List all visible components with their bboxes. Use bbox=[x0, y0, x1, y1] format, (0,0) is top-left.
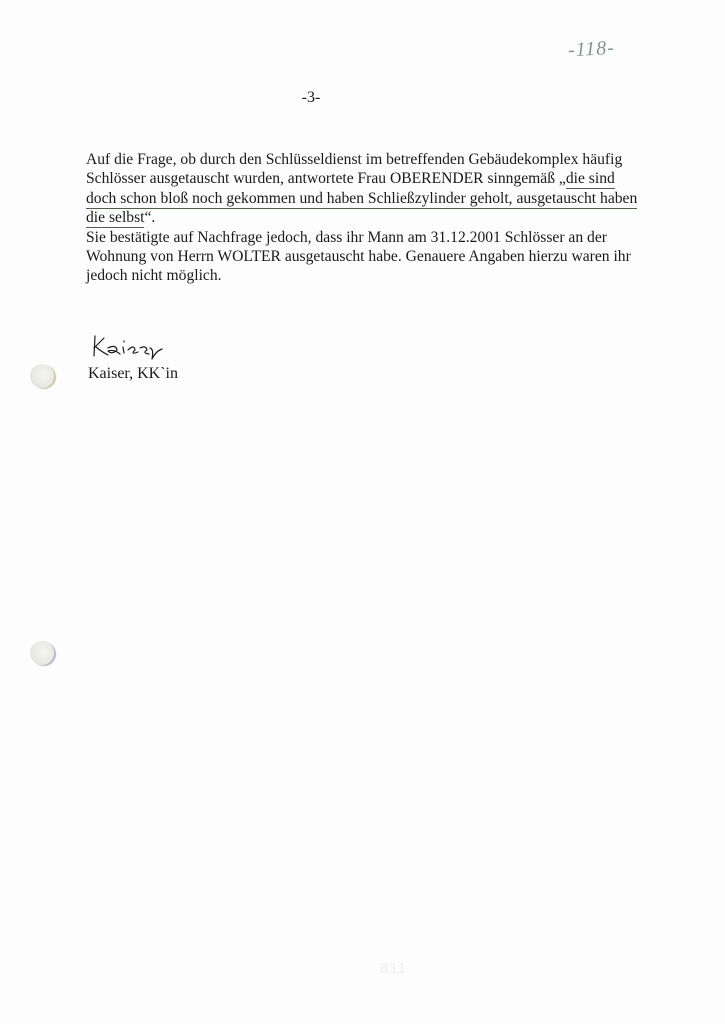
page-number: -3- bbox=[301, 89, 321, 106]
highlighted-quote: die sind doch schon bloß noch gekommen und haben Schließzylinder geholt, ausgetauscht haben die selbst bbox=[86, 170, 638, 227]
faint-stamp-number: 811 bbox=[380, 960, 407, 977]
punch-hole-icon bbox=[30, 364, 54, 388]
body-text bbox=[86, 150, 646, 286]
folio-mark: -118- bbox=[567, 36, 616, 62]
paragraph-statement-intro: Auf die Frage, ob durch den Schlüsseldienst im betreffenden Gebäudekomplex häufig Schlösser ausgetauscht wurden, antwortete Frau OBERENDER sinngemäß „ bbox=[86, 151, 623, 188]
paragraph-statement-closing: “. bbox=[144, 209, 156, 227]
paragraph-statement bbox=[86, 150, 646, 228]
handwritten-signature bbox=[90, 328, 170, 362]
paragraph-confirmation: Sie bestätigte auf Nachfrage jedoch, dass ihr Mann am 31.12.2001 Schlösser an der Wohnung von Herrn WOLTER ausgetauscht habe. Genauere Angaben hierzu waren ihr jedoch nicht möglich. bbox=[86, 228, 631, 285]
signer-name: Kaiser, KK`in bbox=[88, 365, 178, 382]
punch-hole-icon bbox=[30, 641, 54, 665]
